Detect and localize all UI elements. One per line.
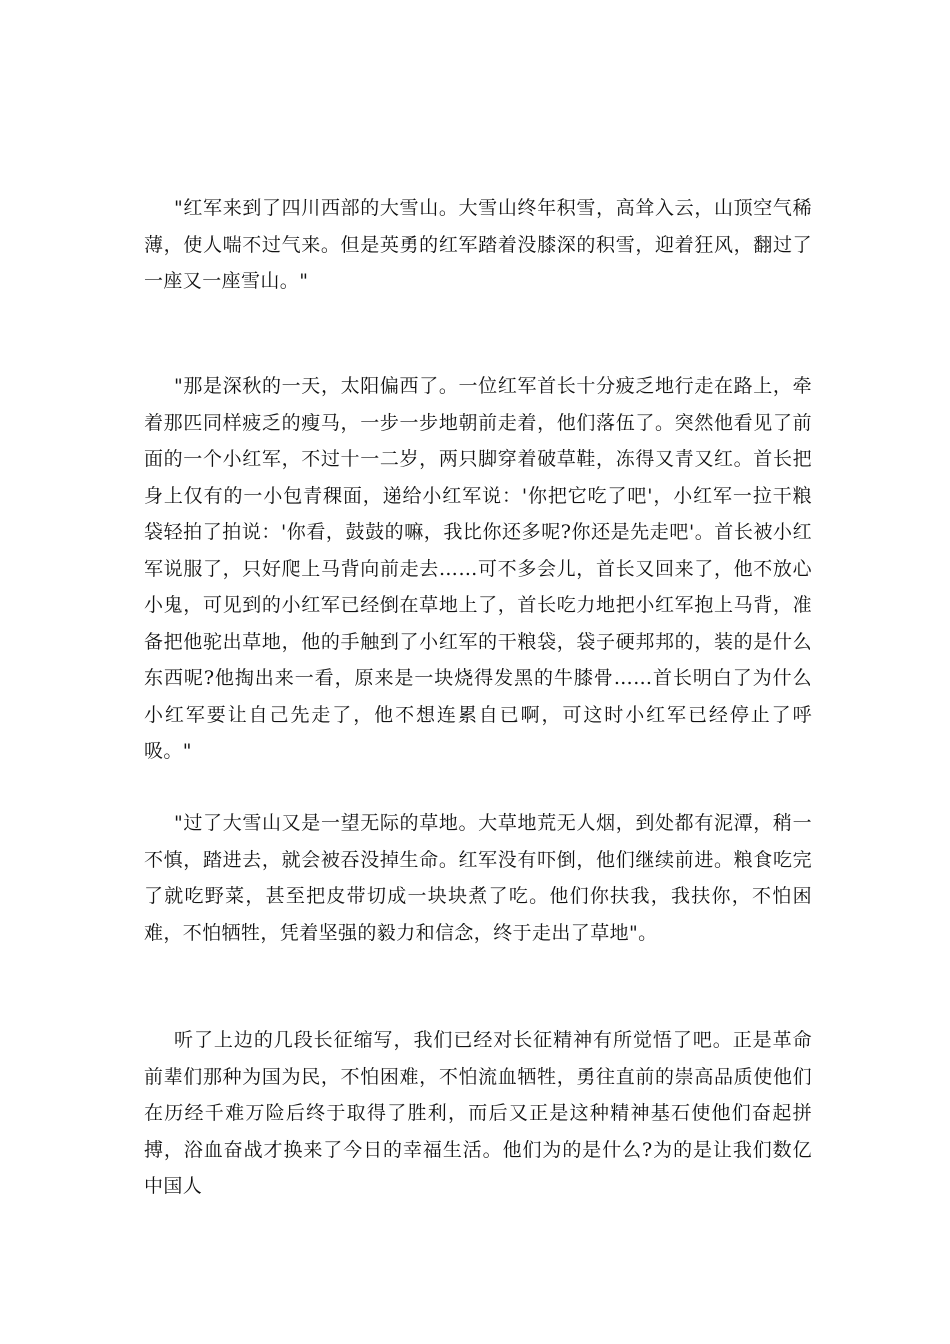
paragraph-long-march-spirit: 听了上边的几段长征缩写，我们已经对长征精神有所觉悟了吧。正是革命前辈们那种为国为民，不怕困难，不怕流血牺牲，勇往直前的崇高品质使他们在历经千难万险后终于取得了胜利，而后又正是这种精神基石使他们奋起拼搏，浴血奋战才换来了今日的幸福生活。他们为的是什么?为的是让我们数亿中国人 bbox=[144, 1029, 812, 1197]
paragraph-snow-mountain: "红军来到了四川西部的大雪山。大雪山终年积雪，高耸入云，山顶空气稀薄，使人喘不过气来。但是英勇的红军踏着没膝深的积雪，迎着狂风，翻过了一座又一座雪山。" bbox=[144, 197, 812, 292]
paragraph-little-red-army-soldier: "那是深秋的一天，太阳偏西了。一位红军首长十分疲乏地行走在路上，牵着那匹同样疲乏的瘦马，一步一步地朝前走着，他们落伍了。突然他看见了前面的一个小红军，不过十一二岁，两只脚穿着破草鞋，冻得又青又红。首长把身上仅有的一小包青稞面，递给小红军说：'你把它吃了吧'，小红军一拉干粮袋轻拍了拍说：'你看，鼓鼓的嘛，我比你还多呢?你还是先走吧'。首长被小红军说服了，只好爬上马背向前走去……可不多会儿，首长又回来了，他不放心小鬼，可见到的小红军已经倒在草地上了，首长吃力地把小红军抱上马背，准备把他驼出草地，他的手触到了小红军的干粮袋，袋子硬邦邦的，装的是什么东西呢?他掏出来一看，原来是一块烧得发黑的牛膝骨……首长明白了为什么小红军要让自己先走了，他不想连累自已啊，可这时小红军已经停止了呼吸。" bbox=[144, 375, 812, 762]
paragraph-grassland: "过了大雪山又是一望无际的草地。大草地荒无人烟，到处都有泥潭，稍一不慎，踏进去，就会被吞没掉生命。红军没有吓倒，他们继续前进。粮食吃完了就吃野菜，甚至把皮带切成一块块煮了吃。他们你扶我，我扶你，不怕困难，不怕牺牲，凭着坚强的毅力和信念，终于走出了草地"。 bbox=[144, 812, 812, 944]
